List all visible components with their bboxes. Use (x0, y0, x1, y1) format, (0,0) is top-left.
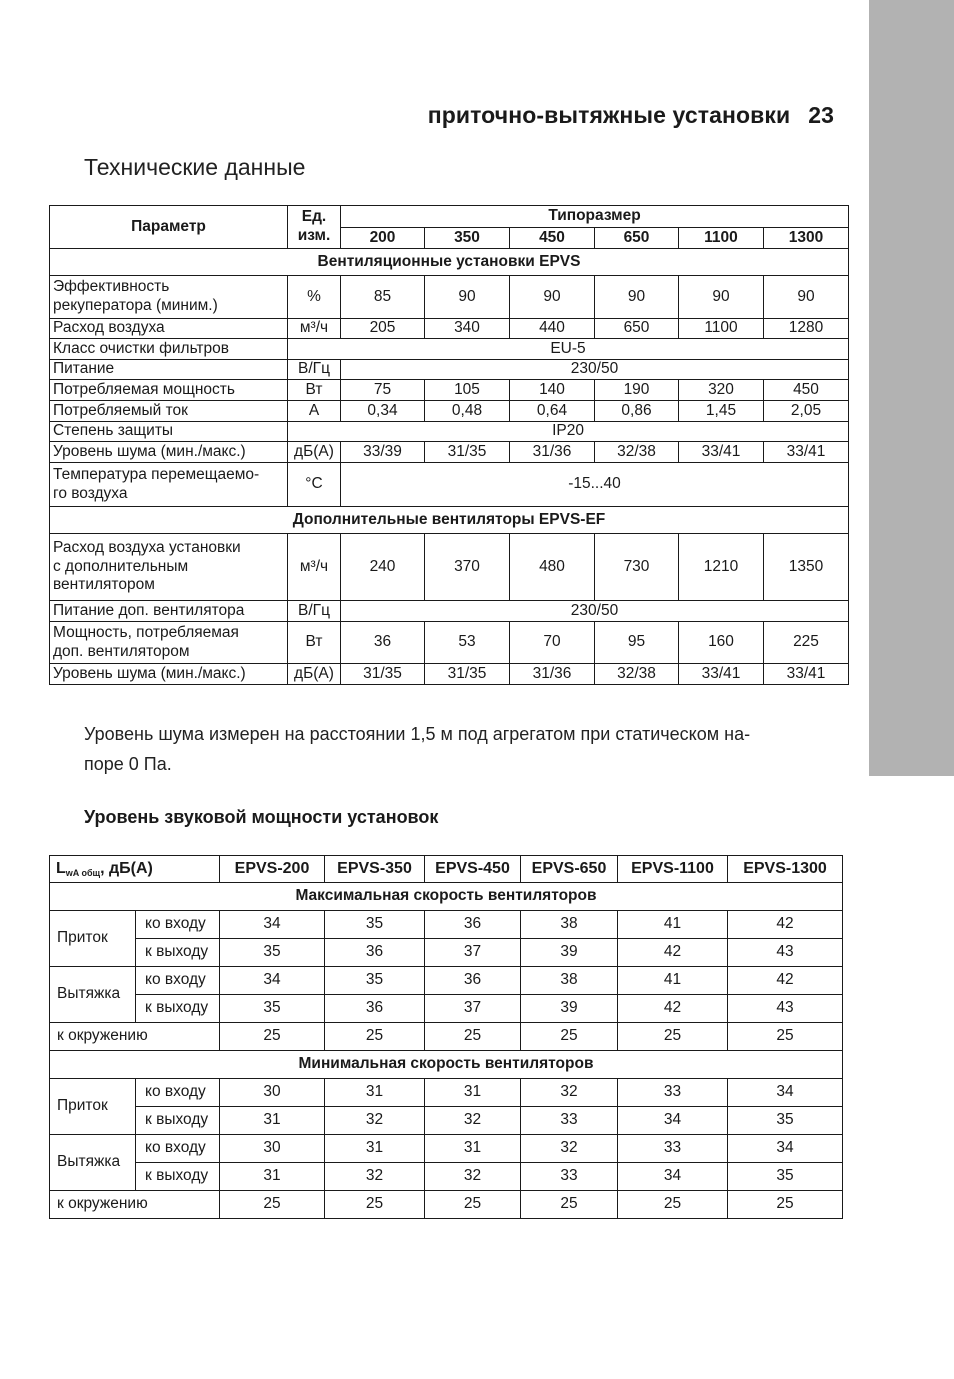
value-cell: 31/35 (341, 664, 425, 685)
unit-cell: м³/ч (288, 319, 341, 339)
unit-header-line: изм. (297, 227, 331, 244)
value-cell: 320 (679, 380, 764, 401)
value-cell: 0,86 (595, 401, 679, 422)
sound-value-cell: 32 (521, 1079, 618, 1107)
value-cell: 1350 (764, 534, 849, 601)
sound-row (50, 1107, 843, 1135)
param-cell (50, 463, 288, 507)
tech-section-title: Вентиляционные установки EPVS (50, 249, 849, 276)
sound-value-cell: 35 (728, 1107, 843, 1135)
speed-section-row (50, 1051, 843, 1079)
sound-value-cell: 31 (425, 1079, 521, 1107)
value-cell: 370 (425, 534, 510, 601)
sound-value-cell: 36 (325, 995, 425, 1023)
sound-value-cell: 42 (728, 911, 843, 939)
unit-cell: Вт (288, 622, 341, 664)
direction-cell: к выходу (136, 1107, 220, 1135)
sound-value-cell: 38 (521, 911, 618, 939)
value-cell: 160 (679, 622, 764, 664)
value-cell: 33/41 (764, 664, 849, 685)
size-header: 650 (595, 228, 679, 249)
param-cell (50, 664, 288, 685)
tech-header-row (50, 206, 849, 228)
param-line: Уровень шума (мин./макс.) (53, 442, 246, 460)
sound-header-row (50, 856, 843, 883)
tech-section-row (50, 249, 849, 276)
value-cell: 225 (764, 622, 849, 664)
sound-value-cell: 39 (521, 995, 618, 1023)
tech-row (50, 319, 849, 339)
sound-row (50, 1135, 843, 1163)
sound-row (50, 967, 843, 995)
section-title: Технические данные (84, 154, 306, 180)
param-line: Уровень шума (мин./макс.) (53, 664, 246, 682)
sound-value-cell: 30 (220, 1135, 325, 1163)
sound-row (50, 911, 843, 939)
value-cell: 105 (425, 380, 510, 401)
value-cell: 0,48 (425, 401, 510, 422)
size-header: 200 (341, 228, 425, 249)
direction-cell: к выходу (136, 1163, 220, 1191)
value-cell: 31/35 (425, 664, 510, 685)
page-number: 23 (808, 102, 834, 128)
sound-value-cell: 34 (618, 1163, 728, 1191)
unit-cell: дБ(А) (288, 664, 341, 685)
value-cell: 95 (595, 622, 679, 664)
value-cell: 450 (764, 380, 849, 401)
sound-value-cell: 43 (728, 939, 843, 967)
tech-section-title: Дополнительные вентиляторы EPVS-EF (50, 507, 849, 534)
sound-row (50, 1163, 843, 1191)
environment-label: к окружению (50, 1191, 220, 1219)
sound-value-cell: 35 (325, 911, 425, 939)
tech-row (50, 601, 849, 622)
sound-value-cell: 34 (728, 1135, 843, 1163)
sound-value-cell: 31 (425, 1135, 521, 1163)
sound-value-cell: 25 (728, 1023, 843, 1051)
param-line: с дополнительным (53, 557, 189, 575)
tech-row (50, 664, 849, 685)
sound-value-cell: 25 (521, 1191, 618, 1219)
sound-value-cell: 30 (220, 1079, 325, 1107)
param-line: го воздуха (53, 484, 128, 502)
param-cell (50, 601, 288, 622)
unit-cell: А (288, 401, 341, 422)
sound-value-cell: 34 (728, 1079, 843, 1107)
sound-value-cell: 32 (425, 1163, 521, 1191)
col-unit-header (288, 206, 341, 249)
sound-value-cell: 25 (618, 1023, 728, 1051)
sound-value-cell: 35 (728, 1163, 843, 1191)
speed-section-title: Минимальная скорость вентиляторов (50, 1051, 843, 1079)
model-header: EPVS-350 (325, 856, 425, 883)
model-header: EPVS-450 (425, 856, 521, 883)
direction-cell: ко входу (136, 967, 220, 995)
value-cell: 85 (341, 276, 425, 319)
value-cell: 1210 (679, 534, 764, 601)
value-cell: 70 (510, 622, 595, 664)
sound-power-title: Уровень звуковой мощности установок (84, 807, 439, 827)
sound-value-cell: 32 (325, 1107, 425, 1135)
value-span-cell: EU-5 (288, 339, 849, 360)
sound-value-cell: 31 (325, 1135, 425, 1163)
sound-value-cell: 42 (618, 939, 728, 967)
sound-value-cell: 37 (425, 995, 521, 1023)
value-span-cell: 230/50 (341, 601, 849, 622)
lwa-subscript: wA общ (65, 868, 101, 879)
model-header: EPVS-1100 (618, 856, 728, 883)
environment-label: к окружению (50, 1023, 220, 1051)
value-cell: 140 (510, 380, 595, 401)
sound-value-cell: 25 (220, 1191, 325, 1219)
sound-value-cell: 42 (618, 995, 728, 1023)
param-cell (50, 319, 288, 339)
value-cell: 33/41 (679, 442, 764, 463)
value-cell: 33/39 (341, 442, 425, 463)
environment-row (50, 1191, 843, 1219)
sound-value-cell: 25 (728, 1191, 843, 1219)
param-line: Эффективность (53, 278, 170, 296)
tech-row (50, 401, 849, 422)
tech-row (50, 622, 849, 664)
size-header: 1300 (764, 228, 849, 249)
sound-value-cell: 32 (325, 1163, 425, 1191)
param-line: рекуператора (миним.) (53, 297, 218, 314)
sound-row (50, 1079, 843, 1107)
flow-group-cell: Приток (50, 911, 136, 967)
param-line: Потребляемая мощность (53, 380, 235, 398)
lwa-unit: , дБ(А) (100, 860, 153, 878)
value-cell: 2,05 (764, 401, 849, 422)
param-cell (50, 276, 288, 319)
col-size-header: Типоразмер (341, 206, 849, 228)
value-cell: 205 (341, 319, 425, 339)
unit-cell: В/Гц (288, 601, 341, 622)
sound-value-cell: 39 (521, 939, 618, 967)
value-cell: 440 (510, 319, 595, 339)
direction-cell: ко входу (136, 1079, 220, 1107)
value-cell: 90 (679, 276, 764, 319)
value-span-cell: IP20 (288, 422, 849, 442)
sound-row (50, 995, 843, 1023)
size-header: 350 (425, 228, 510, 249)
sound-value-cell: 38 (521, 967, 618, 995)
value-cell: 31/36 (510, 664, 595, 685)
value-cell: 190 (595, 380, 679, 401)
value-cell: 1280 (764, 319, 849, 339)
lwa-symbol: L (56, 860, 66, 878)
sound-value-cell: 36 (325, 939, 425, 967)
param-line: доп. вентилятором (53, 642, 190, 660)
sound-value-cell: 32 (521, 1135, 618, 1163)
param-cell (50, 380, 288, 401)
tech-row (50, 442, 849, 463)
param-cell (50, 534, 288, 601)
tech-data-table (49, 205, 849, 685)
sound-value-cell: 35 (220, 939, 325, 967)
value-cell: 1100 (679, 319, 764, 339)
unit-cell: дБ(А) (288, 442, 341, 463)
param-cell (50, 442, 288, 463)
param-line: Температура перемещаемо- (53, 465, 260, 483)
direction-cell: к выходу (136, 939, 220, 967)
sound-value-cell: 36 (425, 967, 521, 995)
sound-value-cell: 32 (425, 1107, 521, 1135)
direction-cell: ко входу (136, 1135, 220, 1163)
param-line: Мощность, потребляемая (53, 623, 239, 641)
tech-row (50, 534, 849, 601)
value-cell: 340 (425, 319, 510, 339)
unit-cell: °С (288, 463, 341, 507)
value-cell: 90 (425, 276, 510, 319)
value-cell: 32/38 (595, 664, 679, 685)
value-cell: 33/41 (679, 664, 764, 685)
flow-group-cell: Вытяжка (50, 1135, 136, 1191)
tech-row (50, 463, 849, 507)
param-line: Расход воздуха установки (53, 539, 241, 557)
unit-header-line: Ед. (301, 208, 327, 226)
param-cell (50, 339, 288, 360)
tech-row (50, 422, 849, 442)
sound-value-cell: 41 (618, 967, 728, 995)
unit-cell: % (288, 276, 341, 319)
sound-power-table (49, 855, 843, 1219)
value-cell: 36 (341, 622, 425, 664)
value-cell: 31/36 (510, 442, 595, 463)
model-header: EPVS-650 (521, 856, 618, 883)
flow-group-cell: Вытяжка (50, 967, 136, 1023)
sound-value-cell: 35 (220, 995, 325, 1023)
sound-value-cell: 41 (618, 911, 728, 939)
param-line: Класс очистки фильтров (53, 339, 230, 357)
sound-value-cell: 42 (728, 967, 843, 995)
value-cell: 0,64 (510, 401, 595, 422)
running-head (380, 102, 834, 129)
tech-row (50, 380, 849, 401)
param-cell (50, 360, 288, 380)
unit-cell: Вт (288, 380, 341, 401)
param-line: вентилятором (53, 576, 155, 594)
tech-row (50, 339, 849, 360)
sound-value-cell: 37 (425, 939, 521, 967)
environment-row (50, 1023, 843, 1051)
param-cell (50, 401, 288, 422)
value-cell: 32/38 (595, 442, 679, 463)
sound-row (50, 939, 843, 967)
value-cell: 90 (510, 276, 595, 319)
sound-value-cell: 25 (220, 1023, 325, 1051)
tech-row (50, 276, 849, 319)
tech-section-row (50, 507, 849, 534)
unit-cell: м³/ч (288, 534, 341, 601)
value-cell: 53 (425, 622, 510, 664)
sound-value-cell: 36 (425, 911, 521, 939)
sound-value-cell: 43 (728, 995, 843, 1023)
value-cell: 90 (595, 276, 679, 319)
value-cell: 31/35 (425, 442, 510, 463)
value-span-cell: -15...40 (341, 463, 849, 507)
value-cell: 730 (595, 534, 679, 601)
unit-cell: В/Гц (288, 360, 341, 380)
value-cell: 75 (341, 380, 425, 401)
sound-value-cell: 25 (425, 1023, 521, 1051)
speed-section-title: Максимальная скорость вентиляторов (50, 883, 843, 911)
sound-value-cell: 25 (425, 1191, 521, 1219)
sound-value-cell: 33 (618, 1079, 728, 1107)
value-cell: 0,34 (341, 401, 425, 422)
sound-value-cell: 34 (618, 1107, 728, 1135)
chapter-title: приточно-вытяжные установки (427, 102, 791, 128)
sound-value-cell: 33 (521, 1107, 618, 1135)
col-param-header: Параметр (50, 206, 288, 249)
value-cell: 1,45 (679, 401, 764, 422)
sound-value-cell: 34 (220, 967, 325, 995)
param-line: Расход воздуха (53, 319, 165, 337)
param-line: Потребляемый ток (53, 401, 188, 419)
sound-value-cell: 31 (220, 1163, 325, 1191)
noise-note: Уровень шума измерен на расстоянии 1,5 м под агрегатом при статическом на- поре 0 Па. (84, 724, 751, 774)
model-header: EPVS-200 (220, 856, 325, 883)
speed-section-row (50, 883, 843, 911)
sound-value-cell: 33 (521, 1163, 618, 1191)
sound-value-cell: 35 (325, 967, 425, 995)
param-cell (50, 422, 288, 442)
flow-group-cell: Приток (50, 1079, 136, 1135)
param-line: Питание доп. вентилятора (53, 601, 245, 619)
direction-cell: ко входу (136, 911, 220, 939)
sound-value-cell: 31 (220, 1107, 325, 1135)
value-cell: 240 (341, 534, 425, 601)
sound-value-cell: 31 (325, 1079, 425, 1107)
size-header: 1100 (679, 228, 764, 249)
param-cell (50, 622, 288, 664)
side-tab (869, 0, 954, 776)
param-line: Питание (53, 360, 115, 378)
sound-value-cell: 25 (618, 1191, 728, 1219)
direction-cell: к выходу (136, 995, 220, 1023)
value-cell: 480 (510, 534, 595, 601)
model-header: EPVS-1300 (728, 856, 843, 883)
value-span-cell: 230/50 (341, 360, 849, 380)
sound-value-cell: 25 (325, 1191, 425, 1219)
value-cell: 650 (595, 319, 679, 339)
tech-row (50, 360, 849, 380)
param-line: Степень защиты (53, 422, 174, 440)
lwa-header (50, 856, 220, 883)
sound-value-cell: 34 (220, 911, 325, 939)
sound-value-cell: 25 (521, 1023, 618, 1051)
sound-value-cell: 25 (325, 1023, 425, 1051)
value-cell: 90 (764, 276, 849, 319)
size-header: 450 (510, 228, 595, 249)
value-cell: 33/41 (764, 442, 849, 463)
sound-value-cell: 33 (618, 1135, 728, 1163)
